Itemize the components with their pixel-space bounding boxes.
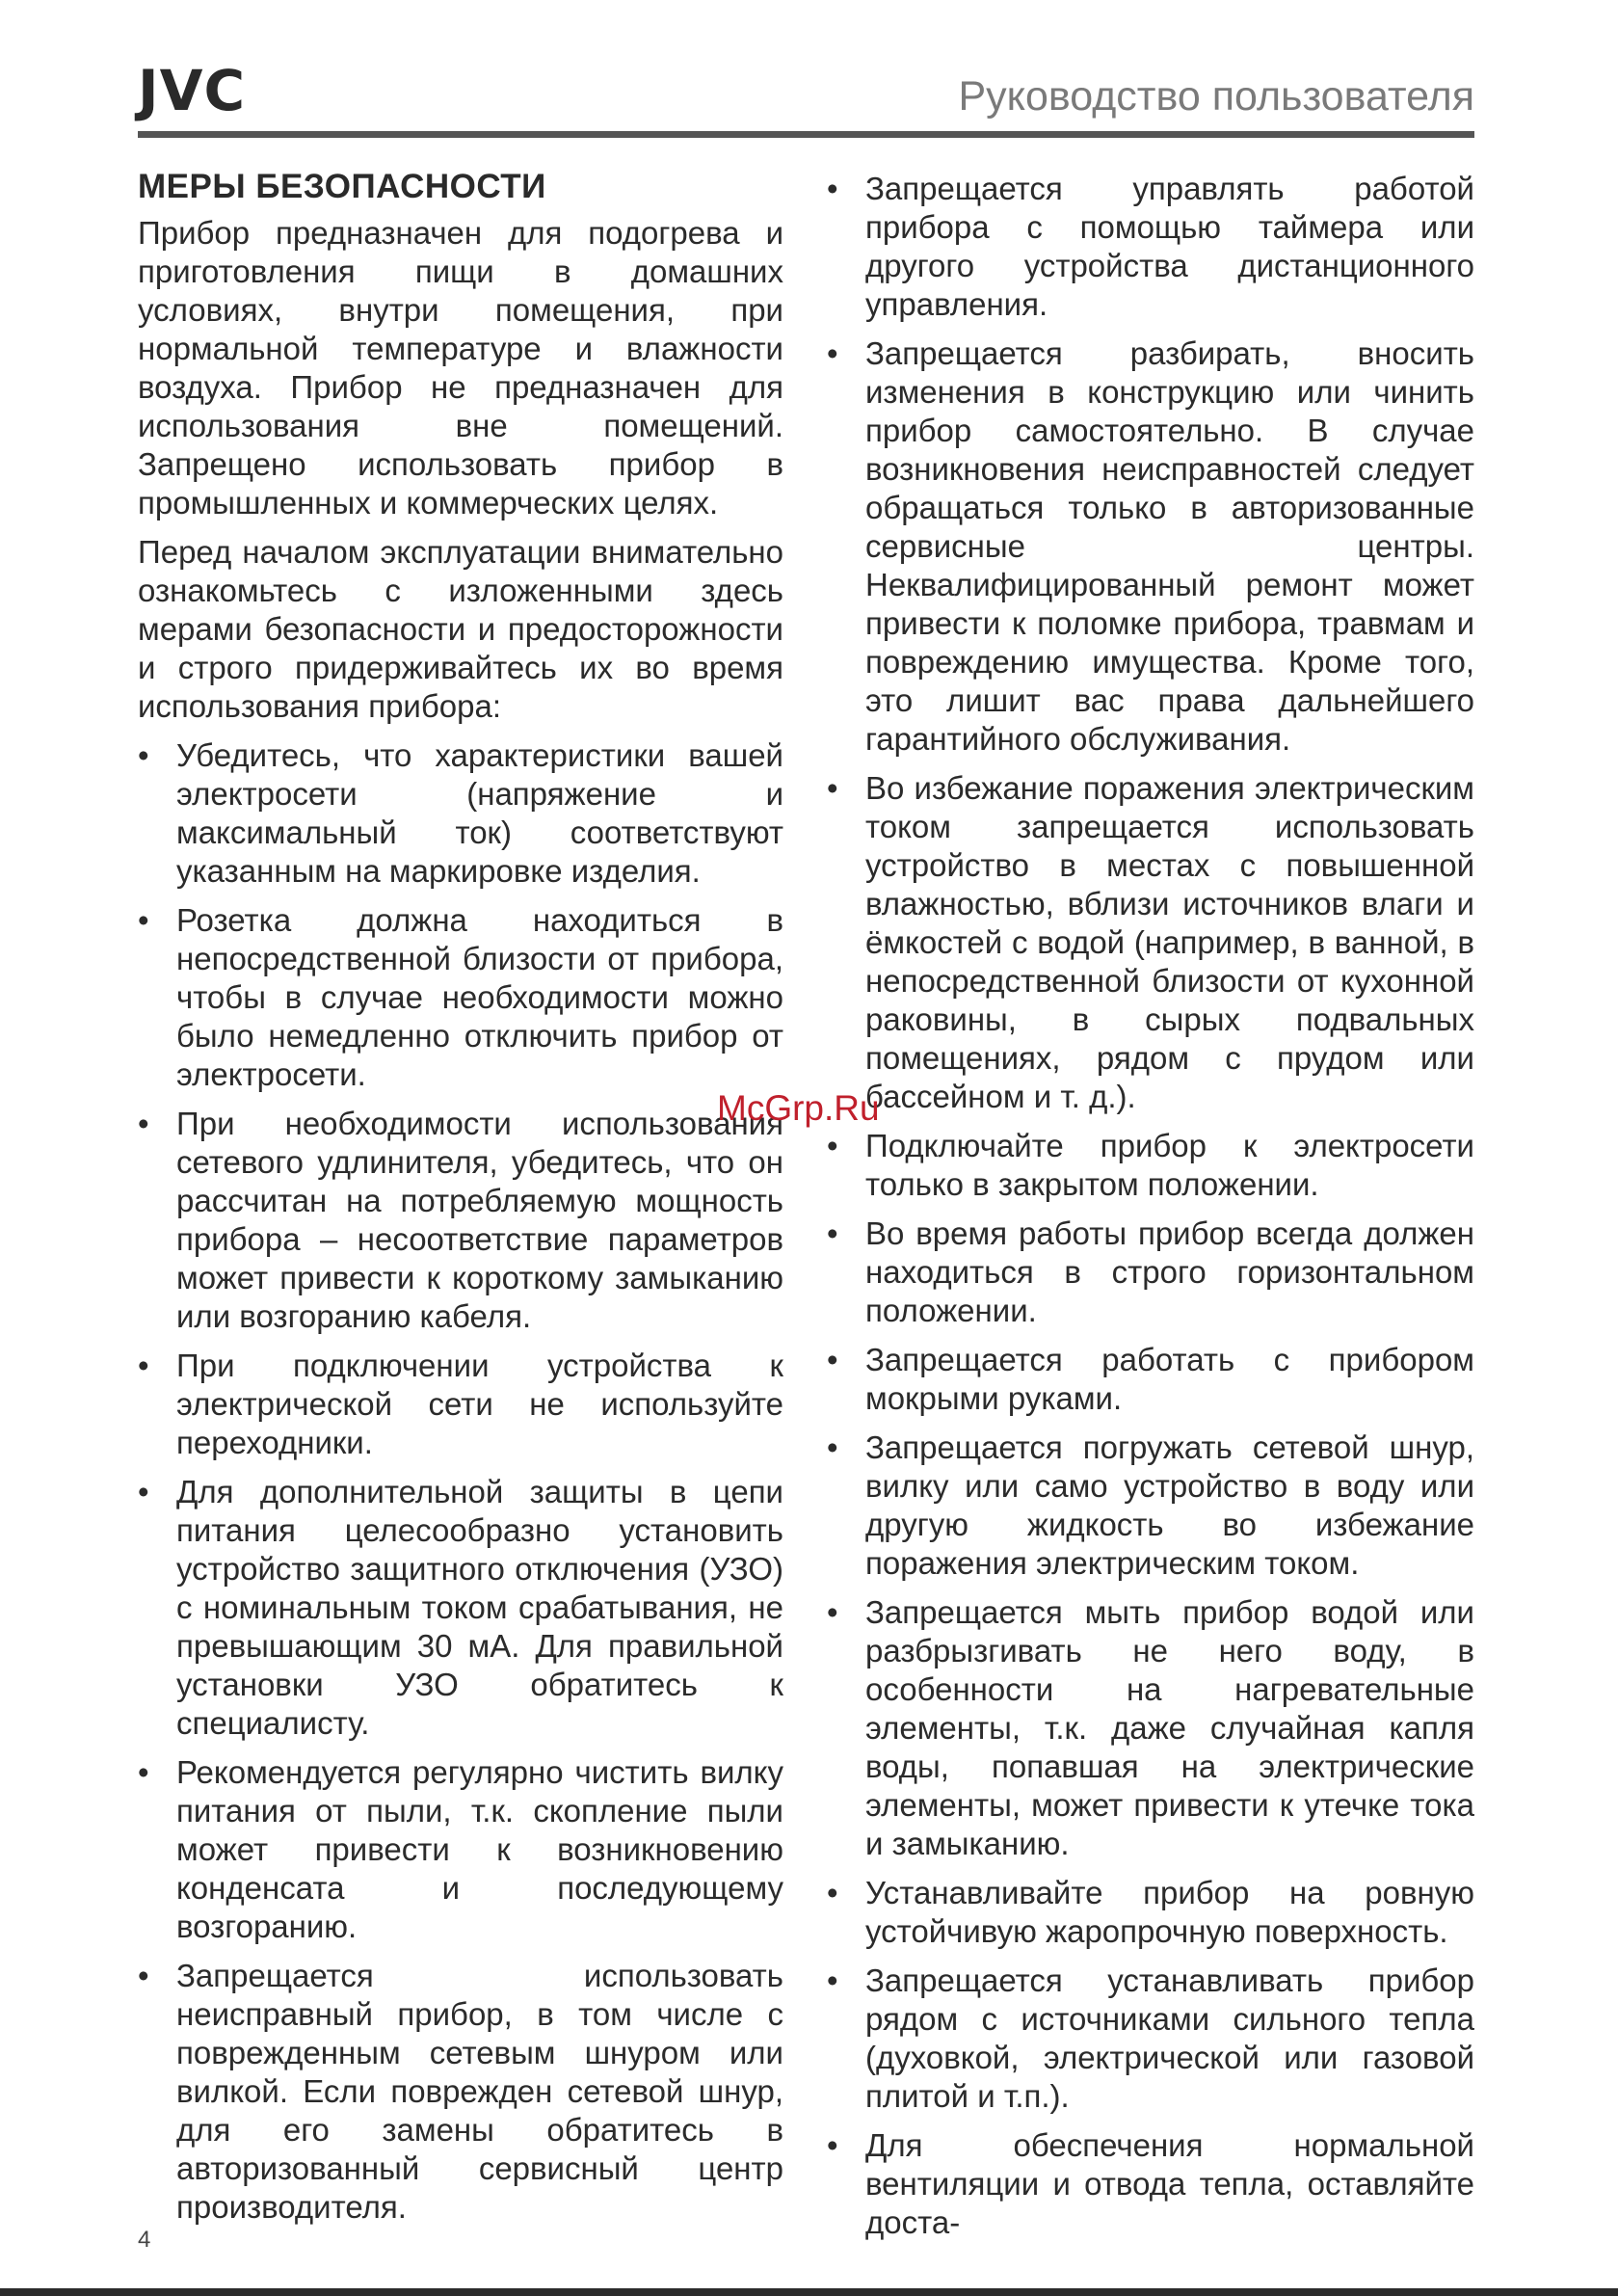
list-item-text: Запрещается управлять работой прибора с помощью таймера или другого устройства дистанционного управления. [865, 171, 1474, 322]
bullet-icon: • [827, 1215, 838, 1251]
list-item [827, 2126, 1474, 2242]
list-item-text: Устанавливайте прибор на ровную устойчивую жаропрочную поверхность. [865, 1875, 1474, 1949]
list-item-text: Запрещается разбирать, вносить изменения в конструкцию или чинить прибор самостоятельно. В случае возникновения неисправностей следует обращаться только в авторизованные сервисные центры. Неквалифицированный ремонт может привести к поломке прибора, травмам и повреждению имущества. Кроме того, это лишит вас права дальнейшего гарантийного обслуживания. [865, 335, 1474, 757]
list-item [138, 1473, 783, 1743]
jvc-logo: JVC [138, 58, 247, 123]
bullet-icon: • [138, 1348, 149, 1383]
right-column [827, 170, 1474, 2253]
left-column [138, 166, 783, 2237]
list-item-text: Розетка должна находиться в непосредственной близости от прибора, чтобы в случае необходимости можно было немедленно отключить прибор от электросети. [176, 902, 783, 1092]
list-item-text: Подключайте прибор к электросети только в закрытом положении. [865, 1128, 1474, 1202]
bullet-icon: • [138, 1958, 149, 1993]
header-divider [138, 131, 1474, 138]
list-item-text: Запрещается устанавливать прибор рядом с источниками сильного тепла (духовкой, электрической или газовой плитой и т.п.). [865, 1962, 1474, 2114]
precautions-paragraph: Перед началом эксплуатации внимательно ознакомьтесь с изложенными здесь мерами безопасности и предосторожности и строго придерживайтесь их во время использования прибора: [138, 534, 783, 724]
list-item-text: Запрещается погружать сетевой шнур, вилку или само устройство в воду или другую жидкость во избежание поражения электрическим током. [865, 1429, 1474, 1581]
list-item [138, 1957, 783, 2227]
list-item-text: Запрещается мыть прибор водой или разбрызгивать не него воду, в особенности на нагревательные элементы, т.к. даже случайная капля воды, попавшая на электрические элементы, может привести к утечке тока и замыканию. [865, 1594, 1474, 1861]
bullet-icon: • [138, 902, 149, 938]
list-item [827, 334, 1474, 759]
bullet-icon: • [827, 1875, 838, 1910]
list-item [827, 1127, 1474, 1204]
list-item-text: Во время работы прибор всегда должен находиться в строго горизонтальном положении. [865, 1215, 1474, 1328]
bullet-icon: • [827, 1342, 838, 1377]
bullet-icon: • [827, 1429, 838, 1465]
bullet-icon: • [827, 1594, 838, 1630]
list-item [827, 1874, 1474, 1951]
document-title: Руководство пользователя [958, 73, 1474, 120]
list-item [827, 170, 1474, 324]
intro-paragraph: Прибор предназначен для подогрева и приготовления пищи в домашних условиях, внутри помещения, при нормальной температуре и влажности воздуха. Прибор не предназначен для использования вне помещений. Запрещено использовать прибор в промышленных и коммерческих целях. [138, 215, 783, 521]
bullet-icon: • [827, 770, 838, 806]
list-item [827, 1593, 1474, 1863]
list-item [827, 769, 1474, 1116]
bullet-icon: • [138, 1474, 149, 1509]
page-number: 4 [138, 2227, 151, 2253]
list-item-text: Убедитесь, что характеристики вашей электросети (напряжение и максимальный ток) соответствуют указанным на маркировке изделия. [176, 737, 783, 889]
list-item [138, 1105, 783, 1336]
list-item [827, 1215, 1474, 1330]
section-title: МЕРЫ БЕЗОПАСНОСТИ [138, 168, 546, 205]
list-item [138, 901, 783, 1094]
page-header [138, 60, 1474, 139]
list-item [827, 1341, 1474, 1418]
left-bullet-list [138, 736, 783, 2227]
list-item-text: Запрещается использовать неисправный прибор, в том числе с поврежденным сетевым шнуром или вилкой. Если поврежден сетевой шнур, для его замены обратитесь в авторизованный сервисный центр производителя. [176, 1958, 783, 2225]
list-item [138, 1753, 783, 1946]
list-item-text: При подключении устройства к электрической сети не используйте переходники. [176, 1348, 783, 1460]
list-item [827, 1428, 1474, 1583]
list-item-text: При необходимости использования сетевого удлинителя, убедитесь, что он рассчитан на потребляемую мощность прибора – несоответствие параметров может привести к короткому замыканию или возгоранию кабеля. [176, 1106, 783, 1334]
watermark: McGrp.Ru [717, 1088, 880, 1128]
right-bullet-list [827, 170, 1474, 2242]
bullet-icon: • [827, 335, 838, 371]
bullet-icon: • [827, 1962, 838, 1998]
bullet-icon: • [138, 737, 149, 773]
list-item-text: Для дополнительной защиты в цепи питания целесообразно установить устройство защитного отключения (УЗО) с номинальным током срабатывания, не превышающим 30 мА. Для правильной установки УЗО обратитесь к специалисту. [176, 1474, 783, 1741]
list-item [138, 736, 783, 891]
list-item [138, 1347, 783, 1462]
list-item-text: Во избежание поражения электрическим током запрещается использовать устройство в местах с повышенной влажностью, вблизи источников влаги и ёмкостей с водой (например, в ванной, в непосредственной близости от кухонной раковины, в сырых подвальных помещениях, рядом с прудом или бассейном и т. д.). [865, 770, 1474, 1114]
list-item-text: Рекомендуется регулярно чистить вилку питания от пыли, т.к. скопление пыли может привести к возникновению конденсата и последующему возгоранию. [176, 1754, 783, 1944]
bullet-icon: • [138, 1754, 149, 1790]
list-item-text: Запрещается работать с прибором мокрыми руками. [865, 1342, 1474, 1416]
footer-bar [0, 2288, 1618, 2296]
list-item [827, 1962, 1474, 2116]
list-item-text: Для обеспечения нормальной вентиляции и отвода тепла, оставляйте доста- [865, 2127, 1474, 2240]
bullet-icon: • [827, 2127, 838, 2163]
bullet-icon: • [827, 1128, 838, 1163]
bullet-icon: • [827, 171, 838, 206]
bullet-icon: • [138, 1106, 149, 1141]
